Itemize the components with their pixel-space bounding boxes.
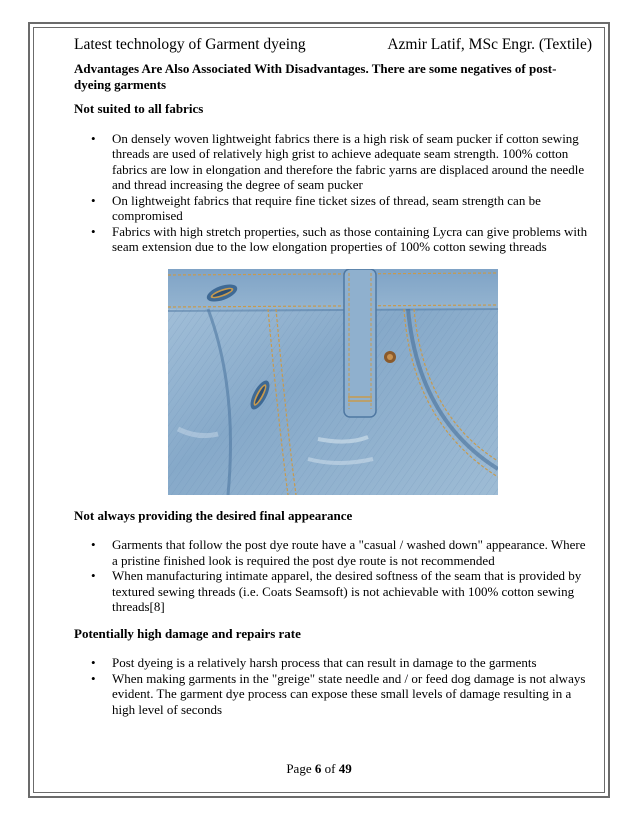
page-footer (0, 761, 638, 777)
bullet-icon: • (91, 130, 96, 146)
list-item: • Post dyeing is a relatively harsh process that can result in damage to the garments (91, 655, 537, 670)
bullet-icon: • (91, 568, 96, 583)
footer-of-label: of (324, 761, 336, 776)
denim-jeans-image (168, 269, 498, 495)
page-content (74, 61, 592, 717)
bullet-icon: • (91, 192, 96, 208)
bullet-list-damage (74, 655, 592, 717)
figure-jeans-photo (74, 269, 592, 495)
header-author: Azmir Latif, MSc Engr. (Textile) (387, 36, 592, 53)
list-item: • On densely woven lightweight fabrics there is a high risk of seam pucker if cotton sewing threads are used of relatively high grist to achieve adequate seam strength. 100% cotton fabrics are low in elongation and therefore the fabric yarns are displaced around the needle and thread increasing the degree of seam pucker (91, 130, 585, 192)
list-item: • Garments that follow the post dye route have a "casual / washed down" appearance. Where a pristine finished look is required the post dye route is not recommended (91, 537, 586, 568)
section-heading-damage: Potentially high damage and repairs rate (74, 625, 301, 641)
list-item: • On lightweight fabrics that require fine ticket sizes of thread, seam strength can be compromised (91, 192, 541, 223)
list-item: • When manufacturing intimate apparel, the desired softness of the seam that is provided by textured sewing threads (i.e. Coats Seamsoft) is not achievable with 100% cotton sewing threads[8] (91, 568, 582, 614)
intro-paragraph: Advantages Are Also Associated With Disadvantages. There are some negatives of post-dyeing garments (74, 61, 557, 92)
section-heading-appearance: Not always providing the desired final appearance (74, 507, 353, 523)
list-item: • When making garments in the "greige" state needle and / or feed dog damage is not always evident. The garment dye process can expose these small levels of damage resulting in a high level of seconds (91, 670, 586, 717)
list-item: • Fabrics with high stretch properties, such as those containing Lycra can give problems with seam extension due to the low elongation properties of 100% cotton sewing threads (91, 223, 588, 254)
bullet-list-appearance (74, 537, 592, 615)
bullet-list-fabrics (74, 131, 592, 255)
bullet-icon: • (91, 670, 96, 686)
bullet-icon: • (91, 655, 96, 670)
header-document-title: Latest technology of Garment dyeing (74, 36, 306, 53)
footer-page-total: 49 (338, 761, 352, 776)
bullet-icon: • (91, 223, 96, 239)
section-heading-fabrics: Not suited to all fabrics (74, 101, 204, 116)
bullet-icon: • (91, 537, 96, 552)
footer-page-number: 6 (314, 761, 322, 776)
footer-page-label: Page (286, 761, 312, 776)
